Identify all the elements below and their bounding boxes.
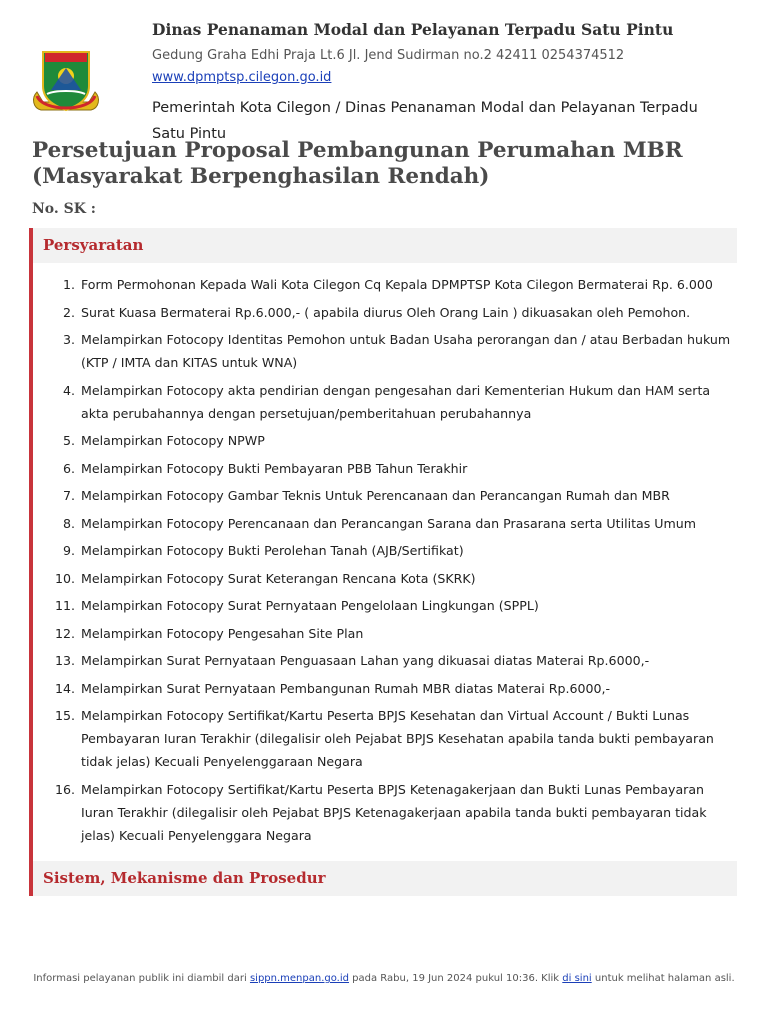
- requirement-number: 16.: [54, 781, 75, 797]
- procedure-heading[interactable]: Sistem, Mekanisme dan Prosedur: [33, 861, 737, 896]
- requirement-text: Melampirkan Fotocopy Bukti Pembayaran PBB Tahun Terakhir: [81, 460, 468, 476]
- requirement-item: [33, 567, 737, 590]
- source-link[interactable]: sippn.menpan.go.id: [249, 973, 349, 984]
- website-link[interactable]: www.dpmptsp.cilegon.go.id: [152, 70, 332, 85]
- requirement-text: Melampirkan Fotocopy Surat Keterangan Rencana Kota (SKRK): [81, 570, 476, 586]
- requirement-item: [33, 594, 737, 617]
- requirement-number: 2.: [62, 304, 75, 320]
- requirement-number: 9.: [62, 543, 75, 558]
- requirement-item: [33, 429, 737, 452]
- requirement-item: [33, 539, 737, 562]
- requirement-text: Melampirkan Fotocopy Pengesahan Site Plan: [81, 625, 364, 641]
- page-footer: [0, 973, 768, 984]
- footer-prefix: Informasi pelayanan publik ini diambil dari: [33, 973, 247, 984]
- requirement-item: [33, 622, 737, 645]
- org-address: Gedung Graha Edhi Praja Lt.6 Jl. Jend Sudirman no.2 42411 0254374512: [152, 48, 625, 63]
- requirement-text: Form Permohonan Kepada Wali Kota Cilegon Cq Kepala DPMPTSP Kota Cilegon Bermaterai Rp. 6.000: [81, 277, 713, 292]
- requirements-heading: Persyaratan: [33, 228, 737, 263]
- requirement-number: 10.: [54, 570, 75, 586]
- requirement-number: 12.: [54, 625, 75, 641]
- requirement-item: [33, 704, 737, 773]
- requirements-list: [33, 263, 737, 847]
- requirement-number: 5.: [62, 433, 75, 448]
- requirement-text: Melampirkan Fotocopy Bukti Perolehan Tanah (AJB/Sertifikat): [81, 543, 464, 558]
- requirement-item: [33, 484, 737, 507]
- requirement-item: [33, 273, 737, 296]
- requirement-text: Melampirkan Fotocopy Identitas Pemohon untuk Badan Usaha perorangan dan / atau Berbadan hukum (KTP / IMTA dan KITAS untuk WNA): [81, 332, 731, 370]
- requirement-number: 6.: [62, 460, 75, 476]
- requirement-text: Melampirkan Fotocopy akta pendirian dengan pengesahan dari Kementerian Hukum dan HAM serta akta perubahannya dengan persetujuan/pemberitahuan perubahannya: [81, 382, 711, 421]
- requirement-item: [33, 512, 737, 535]
- requirement-number: 3.: [62, 332, 75, 347]
- requirement-number: 13.: [54, 653, 75, 668]
- government-line: Pemerintah Kota Cilegon / Dinas Penanaman Modal dan Pelayanan Terpadu Satu Pintu: [152, 100, 698, 142]
- requirement-item: [33, 677, 737, 700]
- requirement-text: Melampirkan Surat Pernyataan Pembangunan Rumah MBR diatas Materai Rp.6000,-: [81, 680, 611, 696]
- requirement-text: Melampirkan Fotocopy Gambar Teknis Untuk Perencanaan dan Perancangan Rumah dan MBR: [81, 488, 670, 503]
- requirement-text: Surat Kuasa Bermaterai Rp.6.000,- ( apabila diurus Oleh Orang Lain ) dikuasakan oleh Pemohon.: [81, 304, 691, 320]
- requirement-text: Melampirkan Surat Pernyataan Penguasaan Lahan yang dikuasai diatas Materai Rp.6000,-: [81, 653, 650, 668]
- requirement-number: 14.: [54, 680, 75, 696]
- page-title: Persetujuan Proposal Pembangunan Perumahan MBR (Masyarakat Berpenghasilan Rendah): [32, 138, 683, 189]
- requirement-item: [33, 778, 737, 847]
- requirement-number: 11.: [54, 598, 75, 613]
- requirement-text: Melampirkan Fotocopy Surat Pernyataan Pengelolaan Lingkungan (SPPL): [81, 598, 539, 613]
- requirement-number: 7.: [62, 488, 75, 503]
- requirement-text: Melampirkan Fotocopy Sertifikat/Kartu Peserta BPJS Kesehatan dan Virtual Account / Bukti Lunas Pembayaran Iuran Terakhir (dilegalisir oleh Pejabat BPJS Kesehatan apabila tanda bukti pembayaran tidak jelas) Kecuali Penyelenggaraan Negara: [81, 708, 714, 769]
- requirement-number: 4.: [62, 382, 75, 398]
- page-header: [0, 0, 768, 140]
- sk-number-label: No. SK :: [32, 201, 96, 217]
- footer-middle: pada Rabu, 19 Jun 2024 pukul 10:36. Klik: [352, 973, 560, 984]
- footer-suffix: untuk melihat halaman asli.: [594, 973, 735, 984]
- requirement-number: 8.: [62, 515, 75, 531]
- requirement-item: [33, 328, 737, 374]
- original-page-link[interactable]: di sini: [562, 973, 592, 984]
- requirement-number: 15.: [54, 708, 75, 723]
- org-name: Dinas Penanaman Modal dan Pelayanan Terpadu Satu Pintu: [152, 20, 674, 39]
- cilegon-crest-logo: [31, 46, 101, 116]
- requirement-item: [33, 457, 737, 480]
- requirement-text: Melampirkan Fotocopy Perencanaan dan Perancangan Sarana dan Prasarana serta Utilitas Umum: [81, 515, 697, 531]
- service-content: [29, 228, 737, 896]
- requirement-text: Melampirkan Fotocopy NPWP: [81, 433, 265, 448]
- requirement-item: [33, 379, 737, 425]
- requirement-number: 1.: [62, 277, 75, 292]
- requirement-item: [33, 301, 737, 324]
- requirement-text: Melampirkan Fotocopy Sertifikat/Kartu Peserta BPJS Ketenagakerjaan dan Bukti Lunas Pembayaran Iuran Terakhir (dilegalisir oleh Pejabat BPJS Ketenagakerjaan apabila tanda bukti pembayaran tidak jelas) Kecuali Penyelenggara Negara: [81, 781, 707, 843]
- requirement-item: [33, 649, 737, 672]
